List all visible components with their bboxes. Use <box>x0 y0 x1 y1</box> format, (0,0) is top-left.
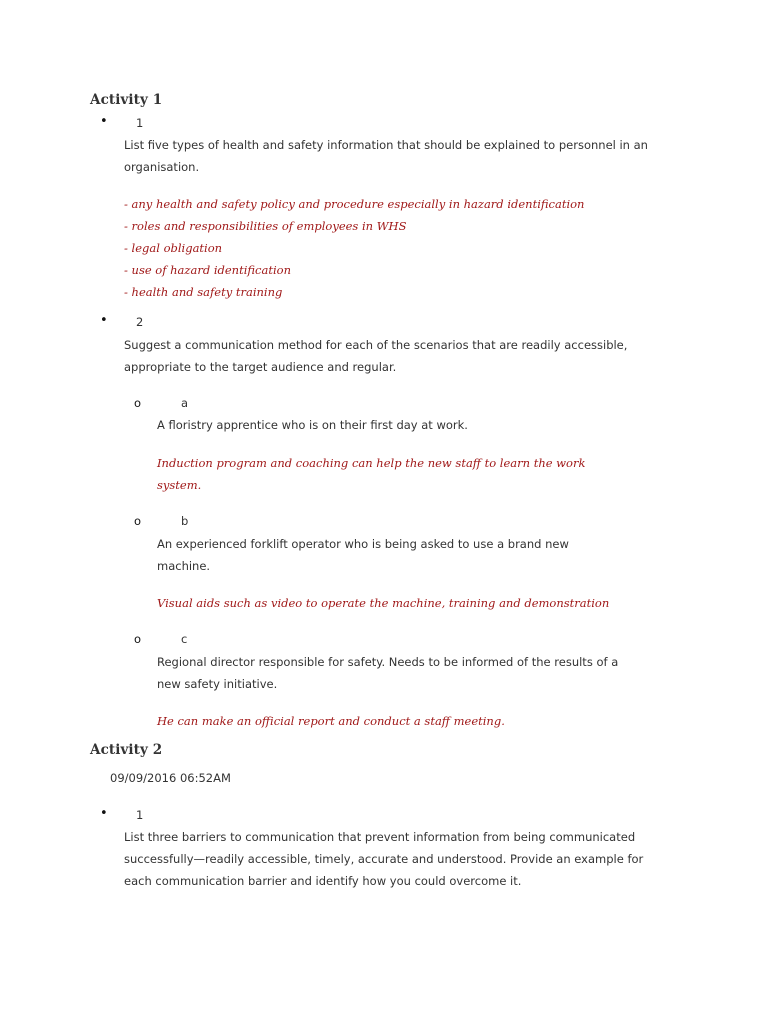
timestamp: 09/09/2016 06:52AM <box>110 771 231 785</box>
sub-bullet-marker: o <box>134 632 142 646</box>
answer-line: Induction program and coaching can help the new staff to learn the work <box>157 456 586 470</box>
answer-line: - any health and safety policy and procedure especially in hazard identification <box>124 197 585 211</box>
scenario-text-line: An experienced forklift operator who is being asked to use a brand new <box>157 537 569 551</box>
activity-2-heading: Activity 2 <box>90 742 163 758</box>
scenario-text-line: new safety initiative. <box>157 677 278 691</box>
answer-line: system. <box>157 478 202 492</box>
question-text-line: successfully—readily accessible, timely, accurate and understood. Provide an example for <box>124 852 644 866</box>
question-number: 1 <box>136 808 144 822</box>
sub-bullet-marker: o <box>134 514 142 528</box>
bullet-marker: • <box>100 114 108 129</box>
question-text-line: appropriate to the target audience and regular. <box>124 360 397 374</box>
sub-bullet-marker: o <box>134 396 142 410</box>
sub-item-letter: a <box>181 396 189 410</box>
question-text-line: Suggest a communication method for each of the scenarios that are readily accessible, <box>124 338 628 352</box>
answer-line: Visual aids such as video to operate the machine, training and demonstration <box>157 596 610 610</box>
answer-line: - use of hazard identification <box>124 263 291 277</box>
question-text-line: organisation. <box>124 160 200 174</box>
answer-line: - health and safety training <box>124 285 283 299</box>
bullet-marker: • <box>100 806 108 821</box>
answer-line: - legal obligation <box>124 241 223 255</box>
sub-item-letter: b <box>181 514 189 528</box>
bullet-marker: • <box>100 313 108 328</box>
answer-line: - roles and responsibilities of employees in WHS <box>124 219 407 233</box>
scenario-text-line: A floristry apprentice who is on their first day at work. <box>157 418 468 432</box>
question-number: 1 <box>136 116 144 130</box>
sub-item-letter: c <box>181 632 188 646</box>
scenario-text-line: Regional director responsible for safety. Needs to be informed of the results of a <box>157 655 619 669</box>
scenario-text-line: machine. <box>157 559 211 573</box>
question-text-line: each communication barrier and identify how you could overcome it. <box>124 874 522 888</box>
answer-line: He can make an official report and conduct a staff meeting. <box>157 714 505 728</box>
question-text-line: List five types of health and safety information that should be explained to personnel in an <box>124 138 648 152</box>
activity-1-heading: Activity 1 <box>90 92 163 108</box>
question-number: 2 <box>136 315 144 329</box>
question-text-line: List three barriers to communication that prevent information from being communicated <box>124 830 636 844</box>
